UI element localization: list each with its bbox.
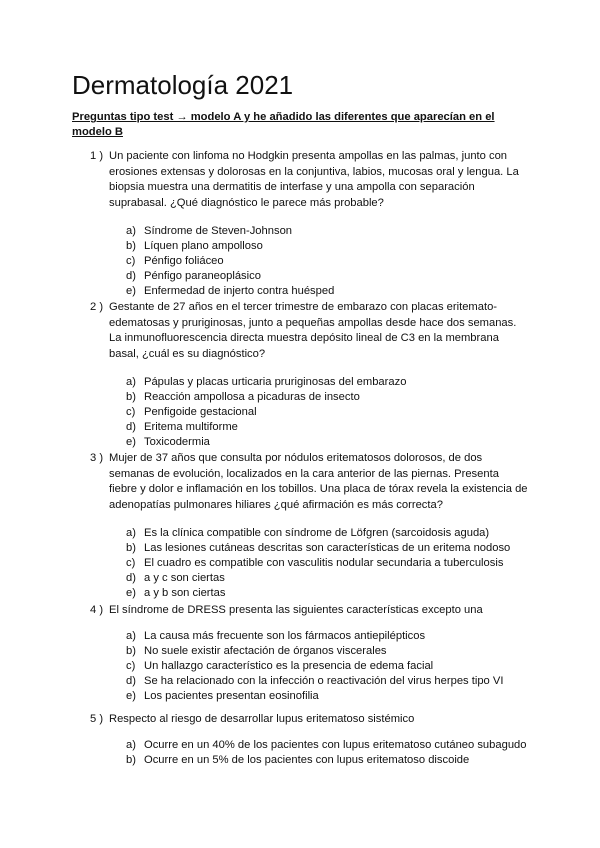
question-5-stem [90,712,530,728]
option-list [90,629,530,704]
option-letter: d) [126,674,136,687]
option-letter: a) [126,629,136,642]
option-text: No suele existir afectación de órganos viscerales [144,644,387,657]
option-item [90,629,530,644]
option-item [90,689,530,704]
question-number: 2 ) [90,301,104,313]
option-letter: b) [126,644,136,657]
option-text: Ocurre en un 5% de los pacientes con lupus eritematoso discoide [144,753,470,766]
option-letter: b) [126,753,136,766]
option-text: Es la clínica compatible con síndrome de Löfgren (sarcoidosis aguda) [144,527,490,539]
question-2-stem [90,300,530,362]
option-letter: e) [126,689,136,702]
option-text: Un hallazgo característico es la presencia de edema facial [144,659,434,672]
option-text: a y b son ciertas [144,587,226,599]
option-text: El cuadro es compatible con vasculitis nodular secundaria a tuberculosis [144,557,504,569]
option-text: Pénfigo foliáceo [144,255,224,267]
option-list [90,375,530,450]
option-item [90,541,530,556]
option-item [90,644,530,659]
question-number: 5 ) [90,713,104,725]
option-letter: c) [126,406,136,418]
question-number: 3 ) [90,452,104,464]
option-letter: c) [126,557,136,569]
option-item [90,674,530,689]
option-text: La causa más frecuente son los fármacos antiepilépticos [144,629,426,642]
question-number: 1 ) [90,150,104,162]
option-letter: d) [126,421,136,433]
option-item [90,586,530,601]
option-letter: c) [126,659,136,672]
option-letter: a) [126,376,136,388]
option-text: Penfigoide gestacional [144,406,257,418]
option-letter: a) [126,527,136,539]
option-item [90,239,530,254]
option-item [90,420,530,435]
question-text: Un paciente con linfoma no Hodgkin presenta ampollas en las palmas, junto con erosiones extensas y dolorosas en la conjuntiva, labios, mucosas oral y lengua. La biopsia muestra una dermatitis de interfase y una ampolla con separación suprabasal. ¿Qué diagnóstico le parece más probable? [109,150,519,209]
option-letter: b) [126,542,136,554]
question-2 [90,300,530,450]
option-letter: d) [126,572,136,584]
question-3 [90,451,530,601]
option-letter: d) [126,270,136,282]
option-letter: a) [126,225,136,237]
option-text: Toxicodermia [144,436,210,448]
option-letter: e) [126,285,136,297]
option-item [90,571,530,586]
question-text: Gestante de 27 años en el tercer trimestre de embarazo con placas eritemato-edematosas y pruriginosas, junto a pequeñas ampollas desde hace dos semanas. La inmunofluorescencia directa muestra depósito lineal de C3 en la membrana basal, ¿cuál es su diagnóstico? [109,301,517,360]
option-item [90,435,530,450]
option-item [90,738,530,753]
option-text: a y c son ciertas [144,572,225,584]
option-item [90,405,530,420]
question-5 [90,712,530,768]
question-4 [90,603,530,704]
option-letter: b) [126,240,136,252]
option-text: Se ha relacionado con la infección o reactivación del virus herpes tipo VI [144,674,504,687]
option-letter: e) [126,587,136,599]
option-item [90,254,530,269]
question-3-stem [90,451,530,513]
option-item [90,375,530,390]
option-letter: e) [126,436,136,448]
option-item [90,269,530,284]
option-text: Las lesiones cutáneas descritas son características de un eritema nodoso [144,542,511,554]
question-1 [90,149,530,299]
question-4-stem [90,603,530,619]
option-list [90,526,530,601]
question-text: Mujer de 37 años que consulta por nódulos eritematosos dolorosos, de dos semanas de evolución, localizados en la cara anterior de las piernas. Presenta fiebre y dolor e inflamación en los tobillos. Una placa de tórax revela la existencia de adenopatías pulmonares hiliares ¿qué afirmación es más correcta? [109,452,528,511]
question-text: El síndrome de DRESS presenta las siguientes características excepto una [109,604,483,616]
option-text: Reacción ampollosa a picaduras de insecto [144,391,360,403]
option-item [90,284,530,299]
question-number: 4 ) [90,604,104,616]
option-text: Pápulas y placas urticaria pruriginosas del embarazo [144,376,407,388]
option-item [90,224,530,239]
option-text: Los pacientes presentan eosinofilia [144,689,319,702]
page-title: Dermatología 2021 [72,70,294,100]
option-letter: a) [126,738,136,751]
option-list [90,738,530,768]
option-item [90,753,530,768]
option-text: Eritema multiforme [144,421,238,433]
option-text: Líquen plano ampolloso [144,240,263,252]
option-list [90,224,530,299]
option-text: Pénfigo paraneoplásico [144,270,261,282]
question-text: Respecto al riesgo de desarrollar lupus eritematoso sistémico [109,713,415,725]
option-letter: b) [126,391,136,403]
option-text: Síndrome de Steven-Johnson [144,225,293,237]
option-letter: c) [126,255,136,267]
option-item [90,526,530,541]
option-item [90,390,530,405]
question-1-stem [90,149,530,211]
option-item [90,659,530,674]
option-item [90,556,530,571]
subtitle: Preguntas tipo test → modelo A y he añadido las diferentes que aparecían en el modelo B [72,111,495,138]
option-text: Ocurre en un 40% de los pacientes con lupus eritematoso cutáneo subagudo [144,738,527,751]
option-text: Enfermedad de injerto contra huésped [144,285,335,297]
